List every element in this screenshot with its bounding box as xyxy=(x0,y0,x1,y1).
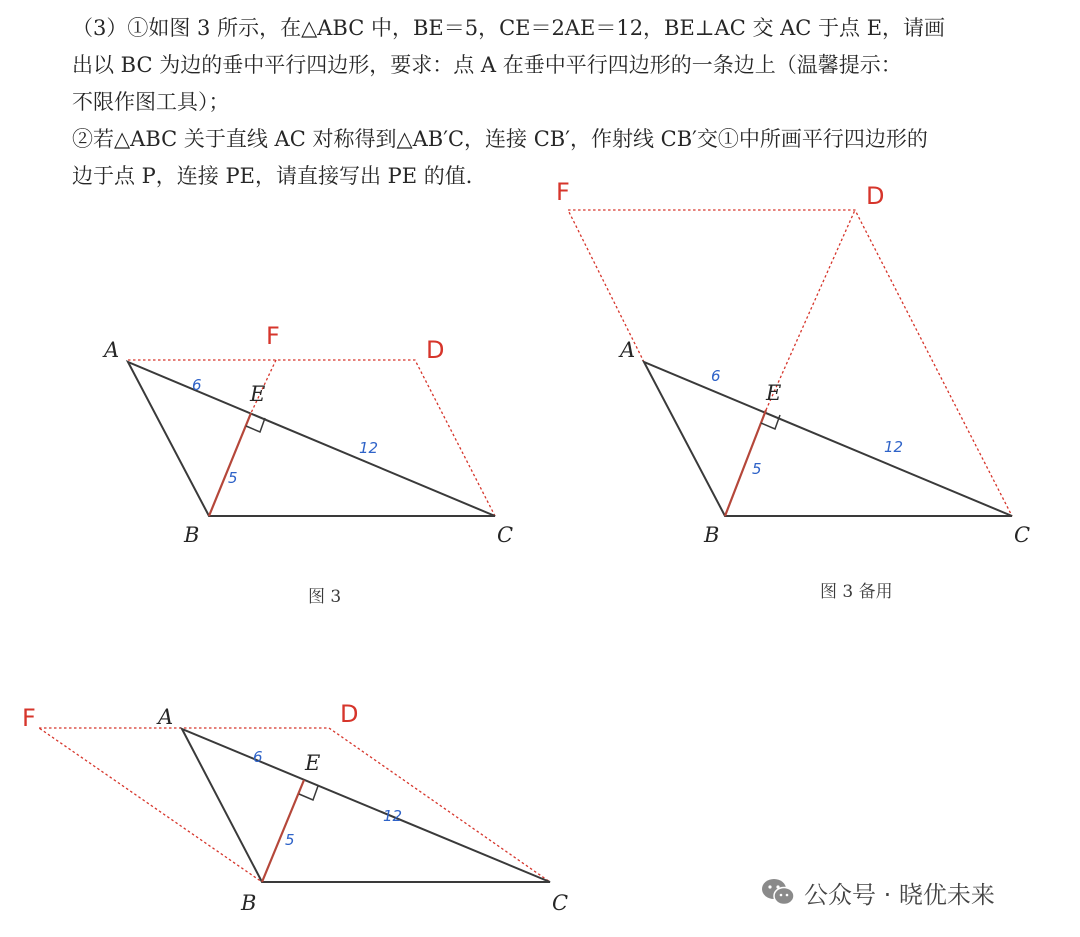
fig3-label-e: E xyxy=(305,751,321,775)
fig3-triangle-abc xyxy=(182,729,550,882)
problem-line-2: 出以 BC 为边的垂中平行四边形，要求：点 A 在垂中平行四边形的一条边上（温馨提示： xyxy=(72,53,902,77)
fig3-label-f: F xyxy=(22,704,36,732)
figure-2 xyxy=(556,178,1030,602)
fig1-label-d: D xyxy=(426,336,445,364)
fig2-label-d: D xyxy=(866,182,885,210)
fig2-triangle-abc xyxy=(644,362,1012,516)
fig1-label-c: C xyxy=(497,523,514,547)
figure-3 xyxy=(22,700,568,915)
fig3-label-c: C xyxy=(552,891,569,915)
figure-1 xyxy=(102,322,513,607)
fig2-ed-dashed xyxy=(766,210,855,410)
fig1-caption: 图 3 xyxy=(308,587,342,607)
fig1-length-be: 5 xyxy=(228,469,238,487)
fig2-parallelogram-dashed xyxy=(568,210,1012,516)
fig3-label-b: B xyxy=(241,891,257,915)
fig1-altitude-be xyxy=(209,413,251,516)
fig2-label-c: C xyxy=(1014,523,1031,547)
fig2-length-ae: 6 xyxy=(711,367,721,385)
watermark xyxy=(760,872,995,912)
fig2-label-f: F xyxy=(556,178,570,206)
fig1-label-e: E xyxy=(250,382,266,406)
fig3-label-d: D xyxy=(340,700,359,728)
problem-line-5: 边于点 P，连接 PE，请直接写出 PE 的值． xyxy=(72,164,487,188)
fig2-length-be: 5 xyxy=(752,460,762,478)
fig1-label-f: F xyxy=(266,322,280,350)
problem-line-1: （3）①如图 3 所示，在△ABC 中，BE＝5，CE＝2AE＝12，BE⊥AC 交 AC 于点 E，请画 xyxy=(72,16,946,40)
problem-line-4: ②若△ABC 关于直线 AC 对称得到△AB′C，连接 CB′，作射线 CB′交①中所画平行四边形的 xyxy=(72,127,928,151)
fig1-length-ae: 6 xyxy=(192,376,202,394)
fig2-label-a: A xyxy=(620,338,636,362)
fig2-label-e: E xyxy=(766,381,782,405)
fig3-label-a: A xyxy=(158,705,174,729)
fig2-label-b: B xyxy=(704,523,720,547)
fig3-length-ae: 6 xyxy=(253,748,263,766)
fig3-altitude-be xyxy=(262,780,304,882)
problem-line-3: 不限作图工具）； xyxy=(72,90,230,114)
fig1-label-b: B xyxy=(184,523,200,547)
fig3-length-be: 5 xyxy=(285,831,295,849)
fig3-length-ec: 12 xyxy=(383,807,403,825)
fig2-caption: 图 3 备用 xyxy=(820,582,893,602)
fig1-label-a: A xyxy=(104,338,120,362)
watermark-text: 公众号 · 晓优未来 xyxy=(804,880,995,909)
fig2-length-ec: 12 xyxy=(884,438,904,456)
fig1-length-ec: 12 xyxy=(359,439,379,457)
fig1-triangle-abc xyxy=(128,362,495,516)
wechat-icon xyxy=(760,877,796,907)
